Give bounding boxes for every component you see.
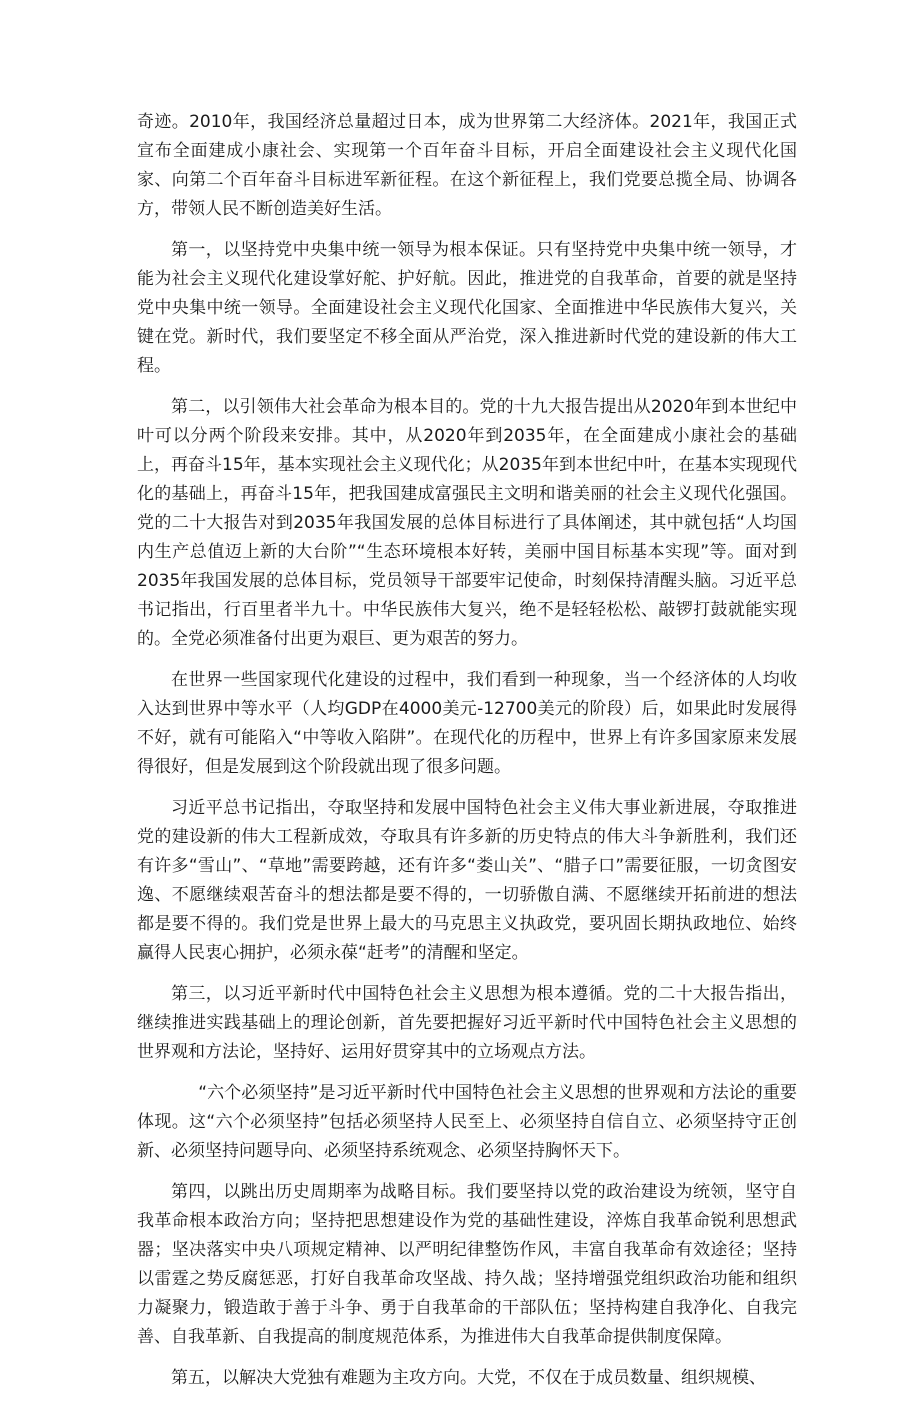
paragraph-xi-quote: 习近平总书记指出，夺取坚持和发展中国特色社会主义伟大事业新进展，夺取推进党的建设新的伟大工程新成效，夺取具有许多新的历史特点的伟大斗争新胜利，我们还有许多“雪山”、“草地”需要跨越，还有许多“娄山关”、“腊子口”需要征服，一切贪图安逸、不愿继续艰苦奋斗的想法都是要不得的，一切骄傲自满、不愿继续开拓前进的想法都是要不得的。我们党是世界上最大的马克思主义执政党，要巩固长期执政地位、始终赢得人民衷心拥护，必须永葆“赶考”的清醒和坚定。 [137,798,797,963]
paragraph-six-musts: “六个必须坚持”是习近平新时代中国特色社会主义思想的世界观和方法论的重要体现。这“六个必须坚持”包括必须坚持人民至上、必须坚持自信自立、必须坚持守正创新、必须坚持问题导向、必须坚持系统观念、必须坚持胸怀天下。 [137,1083,797,1161]
paragraph-continued: 奇迹。2010年，我国经济总量超过日本，成为世界第二大经济体。2021年，我国正式宣布全面建成小康社会、实现第一个百年奋斗目标，开启全面建设社会主义现代化国家、向第二个百年奋斗目标进军新征程。在这个新征程上，我们党要总揽全局、协调各方，带领人民不断创造美好生活。 [137,112,797,219]
paragraph-point-four: 第四，以跳出历史周期率为战略目标。我们要坚持以党的政治建设为统领，坚守自我革命根本政治方向；坚持把思想建设作为党的基础性建设，淬炼自我革命锐利思想武器；坚决落实中央八项规定精神、以严明纪律整饬作风，丰富自我革命有效途径；坚持以雷霆之势反腐惩恶，打好自我革命攻坚战、持久战；坚持增强党组织政治功能和组织力凝聚力，锻造敢于善于斗争、勇于自我革命的干部队伍；坚持构建自我净化、自我完善、自我革新、自我提高的制度规范体系，为推进伟大自我革命提供制度保障。 [137,1182,797,1347]
paragraph-point-one: 第一，以坚持党中央集中统一领导为根本保证。只有坚持党中央集中统一领导，才能为社会主义现代化建设掌好舵、护好航。因此，推进党的自我革命，首要的就是坚持党中央集中统一领导。全面建设社会主义现代化国家、全面推进中华民族伟大复兴，关键在党。新时代，我们要坚定不移全面从严治党，深入推进新时代党的建设新的伟大工程。 [137,240,797,376]
paragraph-point-three: 第三，以习近平新时代中国特色社会主义思想为根本遵循。党的二十大报告指出，继续推进实践基础上的理论创新，首先要把握好习近平新时代中国特色社会主义思想的世界观和方法论，坚持好、运用好贯穿其中的立场观点方法。 [137,984,797,1062]
document-body [137,108,797,1405]
paragraph-point-five: 第五，以解决大党独有难题为主攻方向。大党，不仅在于成员数量、组织规模、 [171,1368,766,1388]
paragraph-middle-income: 在世界一些国家现代化建设的过程中，我们看到一种现象，当一个经济体的人均收入达到世界中等水平（人均GDP在4000美元-12700美元的阶段）后，如果此时发展得不好，就有可能陷入“中等收入陷阱”。在现代化的历程中，世界上有许多国家原来发展得很好，但是发展到这个阶段就出现了很多问题。 [137,670,797,777]
paragraph-point-two: 第二，以引领伟大社会革命为根本目的。党的十九大报告提出从2020年到本世纪中叶可以分两个阶段来安排。其中，从2020年到2035年，在全面建成小康社会的基础上，再奋斗15年，基本实现社会主义现代化；从2035年到本世纪中叶，在基本实现现代化的基础上，再奋斗15年，把我国建成富强民主文明和谐美丽的社会主义现代化强国。党的二十大报告对到2035年我国发展的总体目标进行了具体阐述，其中就包括“人均国内生产总值迈上新的大台阶”“生态环境根本好转，美丽中国目标基本实现”等。面对到2035年我国发展的总体目标，党员领导干部要牢记使命，时刻保持清醒头脑。习近平总书记指出，行百里者半九十。中华民族伟大复兴，绝不是轻轻松松、敲锣打鼓就能实现的。全党必须准备付出更为艰巨、更为艰苦的努力。 [137,397,797,649]
